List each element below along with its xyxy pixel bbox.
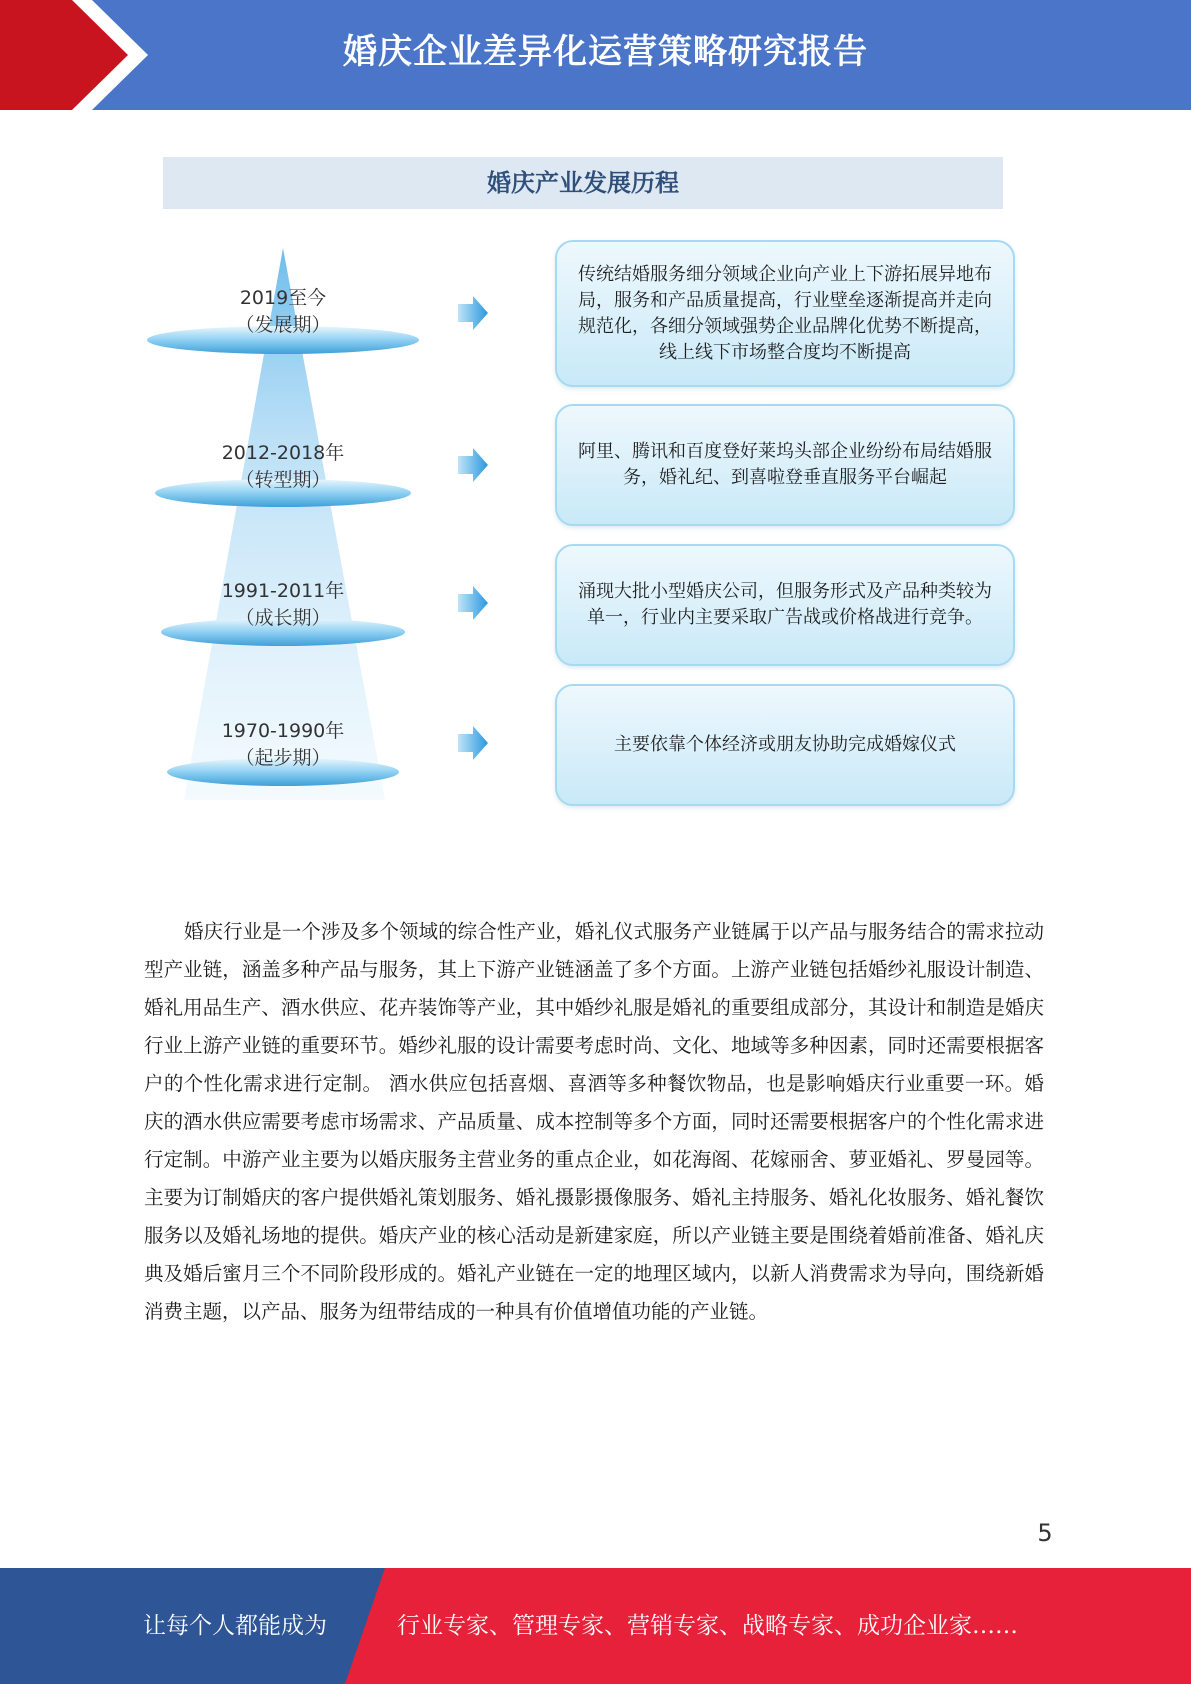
page-number: 5 [1037,1519,1053,1547]
stage-description: 涌现大批小型婚庆公司，但服务形式及产品种类较为单一，行业内主要采取广告战或价格战进行竞争。 [578,581,992,628]
stage-description-box [555,544,1015,666]
stage-description: 主要依靠个体经济或朋友协助完成婚嫁仪式 [614,734,956,755]
stage-description-box [555,240,1015,387]
stage-period: 2019至今 [239,287,327,309]
stage-description-box [555,404,1015,526]
arrow-icon [458,296,488,330]
stage-description: 传统结婚服务细分领域企业向产业上下游拓展异地布局，服务和产品质量提高，行业壁垒逐渐提高并走向规范化，各细分领域强势企业品牌化优势不断提高，线上线下市场整合度均不断提高 [578,263,992,363]
stage-phase: （转型期） [235,469,331,491]
arrow-icon [458,726,488,760]
industry-history-figure [140,140,1030,862]
stage-label [183,285,383,339]
stage-period: 1970-1990年 [221,720,345,742]
stage-label [183,718,383,772]
stage-period: 1991-2011年 [221,580,345,602]
stage-label [183,578,383,632]
page-footer [0,1568,1191,1684]
stage-description-box [555,684,1015,806]
footer-slogan-right: 行业专家、管理专家、营销专家、战略专家、成功企业家…… [397,1613,1018,1639]
stage-period: 2012-2018年 [221,442,345,464]
report-title: 婚庆企业差异化运营策略研究报告 [343,32,868,72]
body-paragraph: 婚庆行业是一个涉及多个领域的综合性产业，婚礼仪式服务产业链属于以产品与服务结合的需求拉动型产业链，涵盖多种产品与服务，其上下游产业链涵盖了多个方面。上游产业链包括婚纱礼服设计制造、婚礼用品生产、酒水供应、花卉装饰等产业，其中婚纱礼服是婚礼的重要组成部分，其设计和制造是婚庆行业上游产业链的重要环节。婚纱礼服的设计需要考虑时尚、文化、地域等多种因素，同时还需要根据客户的个性化需求进行定制。 酒水供应包括喜烟、喜酒等多种餐饮物品，也是影响婚庆行业重要一环。婚庆的酒水供应需要考虑市场需求、产品质量、成本控制等多个方面，同时还需要根据客户的个性化需求进行定制。中游产业主要为以婚庆服务主营业务的重点企业，如花海阁、花嫁丽舍、萝亚婚礼、罗曼园等。主要为订制婚庆的客户提供婚礼策划服务、婚礼摄影摄像服务、婚礼主持服务、婚礼化妆服务、婚礼餐饮服务以及婚礼场地的提供。婚庆产业的核心活动是新建家庭，所以产业链主要是围绕着婚前准备、婚礼庆典及婚后蜜月三个不同阶段形成的。婚礼产业链在一定的地理区域内，以新人消费需求为导向，围绕新婚消费主题，以产品、服务为纽带结成的一种具有价值增值功能的产业链。 [144,920,1044,1323]
stage-phase: （发展期） [235,314,331,336]
stage-description: 阿里、腾讯和百度登好莱坞头部企业纷纷布局结婚服务，婚礼纪、到喜啦登垂直服务平台崛起 [578,441,992,488]
stage-label [183,440,383,494]
footer-slogan-left: 让每个人都能成为 [143,1613,327,1639]
page-header [0,0,1191,110]
figure-title: 婚庆产业发展历程 [487,168,679,197]
arrow-icon [458,448,488,482]
stage-phase: （成长期） [235,607,331,629]
arrow-icon [458,586,488,620]
stage-phase: （起步期） [235,747,331,769]
